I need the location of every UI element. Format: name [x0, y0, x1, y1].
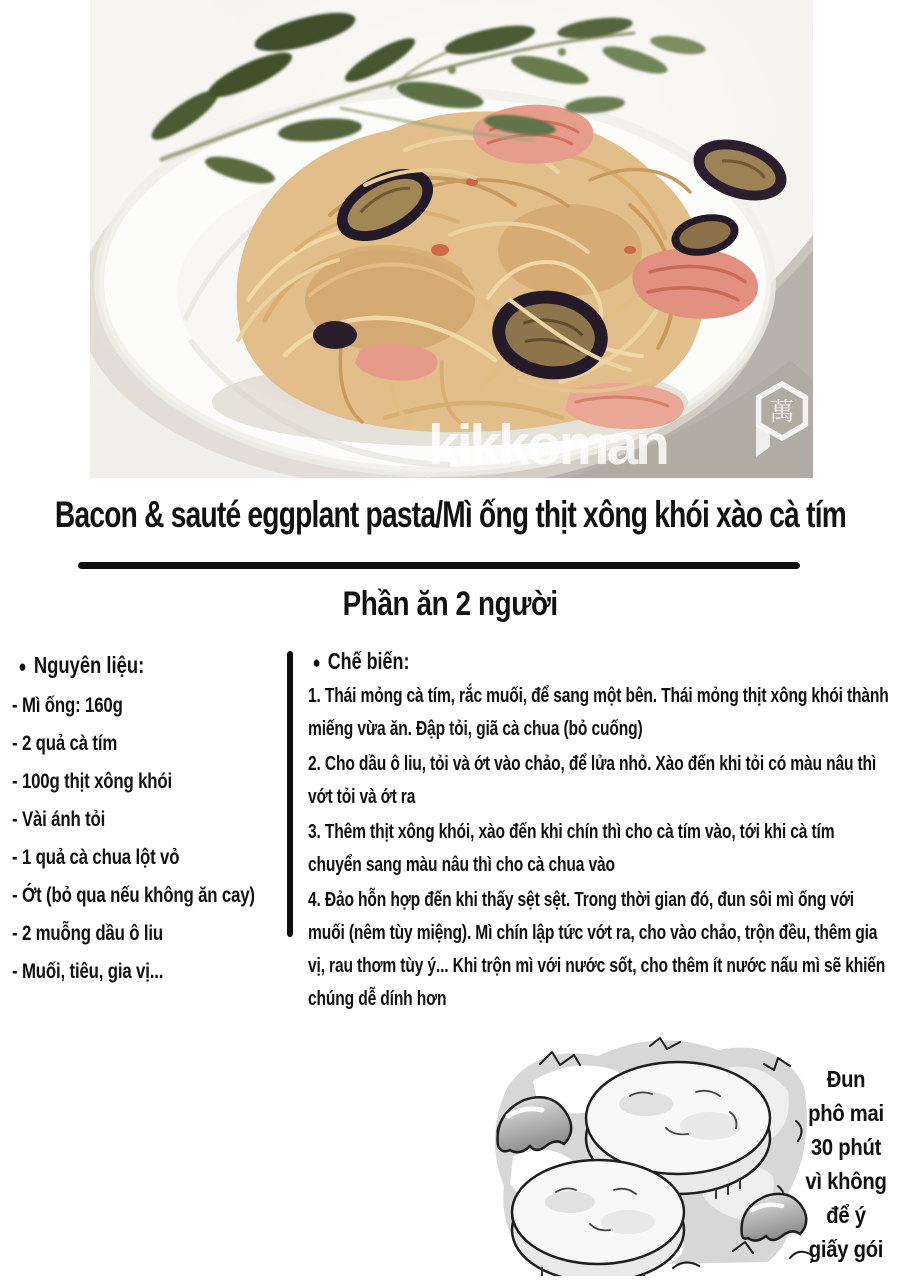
side-note-line: Đun: [826, 1066, 866, 1092]
ingredients-heading: [18, 652, 292, 679]
ingredient-item: - 100g thịt xông khói: [12, 770, 172, 793]
ingredients-heading-label: Nguyên liệu:: [33, 652, 145, 678]
cheese-wheel: [512, 1160, 684, 1276]
side-note-line: phô mai: [808, 1100, 884, 1126]
steps-heading: [313, 648, 892, 675]
side-note-line: giấy gói: [808, 1236, 884, 1262]
step-item: 2. Cho dầu ô liu, tỏi và ớt vào chảo, để lửa nhỏ. Xào đến khi tỏi có màu nâu thì vớt tỏi và ớt ra: [308, 753, 877, 808]
title-divider: [78, 562, 800, 569]
side-note-line: 30 phút: [810, 1134, 882, 1160]
column-divider: [287, 651, 293, 937]
step-item: 1. Thái mỏng cà tím, rắc muối, để sang một bên. Thái mỏng thịt xông khói thành miếng vừa ăn. Đập tỏi, giã cà chua (bỏ cuống): [308, 685, 889, 740]
serving-row: [0, 585, 900, 624]
recipe-title-row: [0, 494, 900, 536]
steps-heading-label: Chế biến:: [327, 648, 410, 674]
ingredient-item: - Vài ánh tỏi: [12, 808, 106, 831]
dish-photo: [90, 0, 813, 478]
serving-size: Phần ăn 2 người: [342, 585, 558, 623]
ingredient-item: - Muối, tiêu, gia vị...: [12, 960, 164, 983]
step-item: 3. Thêm thịt xông khói, xào đến khi chín thì cho cà tím vào, tới khi cà tím chuyển sang màu nâu thì cho cà chua vào: [308, 821, 835, 876]
side-note-line: vì không: [805, 1168, 887, 1194]
side-note-line: để ý: [826, 1202, 866, 1228]
steps-section: [308, 648, 893, 1018]
cheese-illustration: [478, 1026, 813, 1276]
kikkoman-watermark-text: kikkoman: [428, 413, 667, 477]
page-title: Bacon & sauté eggplant pasta/Mì ống thịt xông khói xào cà tím: [54, 494, 846, 535]
ingredients-section: [12, 652, 292, 991]
ingredient-item: - 1 quả cà chua lột vỏ: [12, 846, 180, 869]
svg-text:萬: 萬: [769, 397, 795, 426]
step-item: 4. Đảo hỗn hợp đến khi thấy sệt sệt. Trong thời gian đó, đun sôi mì ống với muối (nêm tùy miệng). Mì chín lập tức vớt ra, cho vào chảo, trộn đều, thêm gia vị, rau thơm tùy ý... Khi trộn mì với nước sốt, cho thêm ít nước nấu mì sẽ khiến chúng dễ dính hơn: [308, 889, 886, 1010]
side-note: [798, 1062, 893, 1266]
ingredient-item: - 2 quả cà tím: [12, 732, 118, 755]
bullet-icon: ●: [18, 657, 27, 676]
ingredient-item: - Ớt (bỏ qua nếu không ăn cay): [12, 884, 255, 907]
ingredient-item: - Mì ống: 160g: [12, 694, 123, 717]
bullet-icon: ●: [312, 653, 321, 672]
ingredient-item: - 2 muỗng dầu ô liu: [12, 922, 163, 945]
